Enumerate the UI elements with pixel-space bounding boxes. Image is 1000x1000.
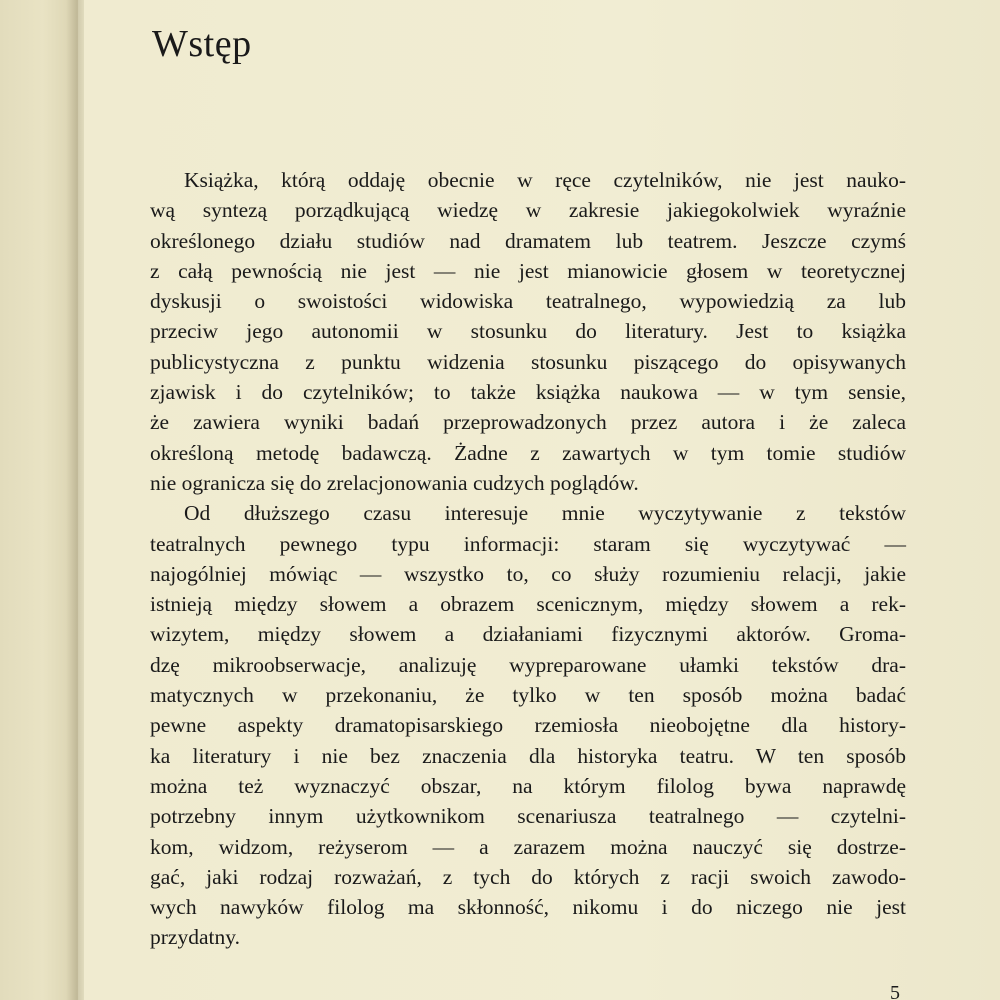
body-text: [150, 165, 906, 953]
chapter-heading: Wstęp: [152, 23, 252, 65]
text-line: nie ogranicza się do zrelacjonowania cudzych poglądów.: [150, 470, 639, 495]
text-line: Od dłuższego czasu interesuje mnie wyczytywanie z tekstów: [184, 501, 906, 526]
text-line: że zawiera wyniki badań przeprowadzonych przez autora i że zaleca: [150, 410, 906, 435]
page-number: 5: [890, 982, 900, 1000]
book-page: [84, 0, 1000, 1000]
text-line: gać, jaki rodzaj rozważań, z tych do których z racji swoich zawodo-: [150, 864, 906, 889]
text-line: wą syntezą porządkującą wiedzę w zakresie jakiegokolwiek wyraźnie: [150, 198, 906, 223]
text-line: wizytem, między słowem a działaniami fizycznymi aktorów. Groma-: [150, 622, 906, 647]
text-line: zjawisk i do czytelników; to także książka naukowa — w tym sensie,: [150, 380, 906, 405]
text-line: określoną metodę badawczą. Żadne z zawartych w tym tomie studiów: [150, 440, 906, 465]
text-line: ka literatury i nie bez znaczenia dla historyka teatru. W ten sposób: [150, 743, 906, 768]
text-line: dzę mikroobserwacje, analizuję wypreparowane ułamki tekstów dra-: [150, 652, 906, 677]
text-line: Książka, którą oddaję obecnie w ręce czytelników, nie jest nauko-: [184, 168, 906, 192]
text-line: przydatny.: [150, 925, 240, 950]
text-line: istnieją między słowem a obrazem scenicznym, między słowem a rek-: [150, 592, 906, 617]
text-line: można też wyznaczyć obszar, na którym filolog bywa naprawdę: [150, 773, 906, 798]
text-line: wych nawyków filolog ma skłonność, nikomu i do niczego nie jest: [150, 895, 906, 920]
text-line: potrzebny innym użytkownikom scenariusza teatralnego — czytelni-: [150, 804, 906, 829]
text-line: teatralnych pewnego typu informacji: staram się wyczytywać —: [150, 531, 906, 556]
text-line: przeciw jego autonomii w stosunku do literatury. Jest to książka: [150, 319, 906, 344]
paragraph-1: [150, 165, 906, 498]
paragraph-2: [150, 498, 906, 952]
text-line: najogólniej mówiąc — wszystko to, co służy rozumieniu relacji, jakie: [150, 561, 906, 586]
text-line: określonego działu studiów nad dramatem lub teatrem. Jeszcze czymś: [150, 228, 906, 253]
text-line: matycznych w przekonaniu, że tylko w ten sposób można badać: [150, 683, 906, 708]
text-line: pewne aspekty dramatopisarskiego rzemiosła nieobojętne dla history-: [150, 713, 906, 738]
text-line: kom, widzom, reżyserom — a zarazem można nauczyć się dostrze-: [150, 834, 906, 859]
text-line: dyskusji o swoistości widowiska teatralnego, wypowiedzią za lub: [150, 289, 906, 314]
text-line: z całą pewnością nie jest — nie jest mianowicie głosem w teoretycznej: [150, 258, 906, 283]
text-line: publicystyczna z punktu widzenia stosunku piszącego do opisywanych: [150, 349, 906, 374]
